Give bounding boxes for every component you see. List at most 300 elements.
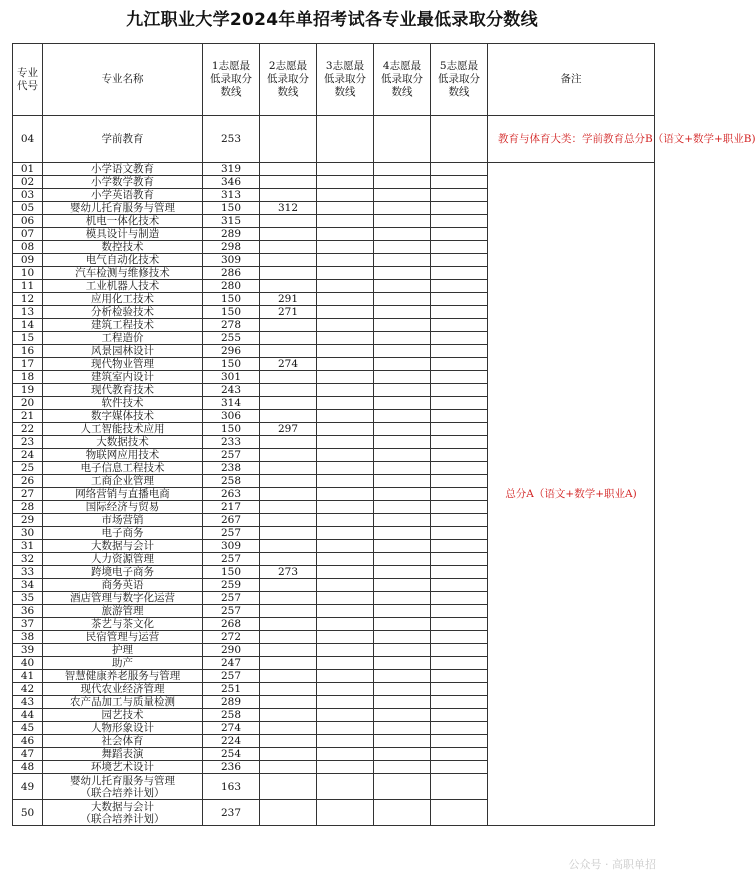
row-score-1: 272: [203, 631, 260, 644]
row-score-1: 236: [203, 761, 260, 774]
row-score-5: [431, 345, 488, 358]
row-score-3: [317, 605, 374, 618]
row-code: 40: [13, 657, 43, 670]
row-name: 商务英语: [43, 579, 203, 592]
row-score-5: [431, 241, 488, 254]
row-score-1: 298: [203, 241, 260, 254]
remark-group-a: 总分A（语文+数学+职业A): [488, 163, 655, 826]
row-name-line1: 婴幼儿托育服务与管理: [70, 774, 175, 787]
row-score-4: [374, 280, 431, 293]
row-code: 34: [13, 579, 43, 592]
row-score-4: [374, 202, 431, 215]
row-code: 24: [13, 449, 43, 462]
row-score-1: 306: [203, 410, 260, 423]
row-code: 26: [13, 475, 43, 488]
row-score-3: [317, 163, 374, 176]
row-score-2: [260, 605, 317, 618]
row-score-5: [431, 176, 488, 189]
row-score-3: [317, 202, 374, 215]
row-code: 30: [13, 527, 43, 540]
row-name: 现代教育技术: [43, 384, 203, 397]
row-score-5: [431, 683, 488, 696]
row-score-4: [374, 332, 431, 345]
row-code: 49: [13, 774, 43, 800]
row-score-2: [260, 384, 317, 397]
row-name: 分析检验技术: [43, 306, 203, 319]
row-score-3: [317, 514, 374, 527]
row-score-2: [260, 514, 317, 527]
row-score-1: 257: [203, 605, 260, 618]
row-name: 社会体育: [43, 735, 203, 748]
row-code: 11: [13, 280, 43, 293]
row-score-1: 150: [203, 202, 260, 215]
row-score-4: [374, 657, 431, 670]
row-score-4: [374, 475, 431, 488]
row-code: 20: [13, 397, 43, 410]
row-code: 01: [13, 163, 43, 176]
row-score-5: [431, 449, 488, 462]
row-score-4: [374, 566, 431, 579]
row-name: 模具设计与制造: [43, 228, 203, 241]
row-name: 市场营销: [43, 514, 203, 527]
row-score-1: 289: [203, 228, 260, 241]
row-name: 舞蹈表演: [43, 748, 203, 761]
row-score-4: [374, 696, 431, 709]
row-name: 环境艺术设计: [43, 761, 203, 774]
row-name: 护理: [43, 644, 203, 657]
row-score-4: [374, 800, 431, 826]
row-score-2: [260, 475, 317, 488]
row-name: 小学语文教育: [43, 163, 203, 176]
row-score-5: [431, 423, 488, 436]
row-score-2: 274: [260, 358, 317, 371]
row-name: 网络营销与直播电商: [43, 488, 203, 501]
row-score-5: [431, 436, 488, 449]
row-score-3: [317, 748, 374, 761]
row-score-5: [431, 644, 488, 657]
row-score-2: [260, 657, 317, 670]
row-name: 人工智能技术应用: [43, 423, 203, 436]
row-name: 酒店管理与数字化运营: [43, 592, 203, 605]
row-score-3: [317, 475, 374, 488]
row-score-2: [260, 748, 317, 761]
row-score-3: [317, 462, 374, 475]
row-score-3: [317, 306, 374, 319]
row-score-2: [260, 462, 317, 475]
row-score-5: [431, 709, 488, 722]
row-code: 09: [13, 254, 43, 267]
row-score-1: 268: [203, 618, 260, 631]
row-name: 数控技术: [43, 241, 203, 254]
row-score-1: 257: [203, 449, 260, 462]
row-score-4: [374, 384, 431, 397]
row-score-3: [317, 332, 374, 345]
row-score-2: [260, 267, 317, 280]
row-score-5: [431, 384, 488, 397]
row-code: 32: [13, 553, 43, 566]
row-score-4: [374, 761, 431, 774]
row-score-1: 313: [203, 189, 260, 202]
row-score-4: [374, 345, 431, 358]
row-score-4: [374, 254, 431, 267]
row-score-5: [431, 254, 488, 267]
row-score-2: 312: [260, 202, 317, 215]
row-name: 现代农业经济管理: [43, 683, 203, 696]
row-score-4: [374, 488, 431, 501]
row-score-1: 309: [203, 254, 260, 267]
row-score-1: 257: [203, 670, 260, 683]
row-score-2: [260, 488, 317, 501]
row-score-5: [431, 189, 488, 202]
row-name: 国际经济与贸易: [43, 501, 203, 514]
row-score-1: 253: [203, 116, 260, 163]
header-remark: 备注: [488, 44, 655, 116]
row-score-2: [260, 553, 317, 566]
row-code: 28: [13, 501, 43, 514]
row-code: 04: [13, 116, 43, 163]
row-score-3: [317, 241, 374, 254]
row-score-2: [260, 722, 317, 735]
row-name: 现代物业管理: [43, 358, 203, 371]
row-score-2: [260, 774, 317, 800]
row-score-5: [431, 319, 488, 332]
row-score-2: [260, 579, 317, 592]
row-score-2: [260, 527, 317, 540]
row-score-2: [260, 332, 317, 345]
row-score-4: [374, 371, 431, 384]
row-score-2: [260, 592, 317, 605]
row-score-4: [374, 748, 431, 761]
row-score-2: [260, 696, 317, 709]
row-score-5: [431, 735, 488, 748]
row-score-3: [317, 384, 374, 397]
row-score-2: [260, 397, 317, 410]
row-name: 园艺技术: [43, 709, 203, 722]
row-score-5: [431, 514, 488, 527]
row-score-2: [260, 228, 317, 241]
row-score-5: [431, 774, 488, 800]
row-score-1: 247: [203, 657, 260, 670]
row-code: 18: [13, 371, 43, 384]
row-score-3: [317, 280, 374, 293]
row-name: 建筑室内设计: [43, 371, 203, 384]
row-score-3: [317, 449, 374, 462]
row-score-4: [374, 631, 431, 644]
row-score-5: [431, 696, 488, 709]
row-code: 13: [13, 306, 43, 319]
row-score-2: [260, 371, 317, 384]
row-score-4: [374, 358, 431, 371]
row-score-4: [374, 267, 431, 280]
row-score-4: [374, 241, 431, 254]
row-score-5: [431, 293, 488, 306]
row-score-3: [317, 761, 374, 774]
row-score-3: [317, 488, 374, 501]
row-name: 工业机器人技术: [43, 280, 203, 293]
row-score-2: [260, 345, 317, 358]
row-score-1: 257: [203, 553, 260, 566]
row-name-line2: （联合培养计划）: [80, 786, 165, 799]
row-name: 智慧健康养老服务与管理: [43, 670, 203, 683]
row-score-2: [260, 800, 317, 826]
row-name: 茶艺与茶文化: [43, 618, 203, 631]
row-score-2: [260, 540, 317, 553]
row-score-2: [260, 683, 317, 696]
row-score-3: [317, 267, 374, 280]
row-score-2: [260, 280, 317, 293]
row-name: 电子商务: [43, 527, 203, 540]
row-score-5: [431, 579, 488, 592]
row-score-2: [260, 735, 317, 748]
row-code: 38: [13, 631, 43, 644]
row-name: 工程造价: [43, 332, 203, 345]
row-score-4: [374, 397, 431, 410]
row-score-4: [374, 683, 431, 696]
row-score-3: [317, 254, 374, 267]
row-score-3: [317, 683, 374, 696]
row-score-3: [317, 228, 374, 241]
row-code: 47: [13, 748, 43, 761]
row-score-1: 278: [203, 319, 260, 332]
row-score-4: [374, 774, 431, 800]
row-code: 17: [13, 358, 43, 371]
row-score-5: [431, 540, 488, 553]
row-score-5: [431, 501, 488, 514]
row-score-1: 254: [203, 748, 260, 761]
header-choice-5: 5志愿最低录取分数线: [431, 44, 488, 116]
row-code: 48: [13, 761, 43, 774]
row-score-2: [260, 241, 317, 254]
row-score-4: [374, 670, 431, 683]
row-score-3: [317, 501, 374, 514]
row-score-1: 314: [203, 397, 260, 410]
row-score-5: [431, 410, 488, 423]
row-score-5: [431, 566, 488, 579]
row-score-4: [374, 592, 431, 605]
row-score-5: [431, 605, 488, 618]
row-score-1: 346: [203, 176, 260, 189]
row-score-4: [374, 514, 431, 527]
row-name: 建筑工程技术: [43, 319, 203, 332]
row-name: 大数据技术: [43, 436, 203, 449]
row-score-1: 258: [203, 709, 260, 722]
row-score-5: [431, 475, 488, 488]
row-score-5: [431, 371, 488, 384]
row-score-4: [374, 735, 431, 748]
row-name: 物联网应用技术: [43, 449, 203, 462]
row-name: 跨境电子商务: [43, 566, 203, 579]
row-code: 23: [13, 436, 43, 449]
row-score-4: [374, 579, 431, 592]
row-score-1: 315: [203, 215, 260, 228]
row-name: 应用化工技术: [43, 293, 203, 306]
admission-score-table: [12, 43, 756, 826]
row-score-2: 297: [260, 423, 317, 436]
row-score-5: [431, 358, 488, 371]
row-score-1: 224: [203, 735, 260, 748]
row-score-5: [431, 800, 488, 826]
row-code: 21: [13, 410, 43, 423]
row-score-5: [431, 306, 488, 319]
remark-preschool: 教育与体育大类：学前教育总分B（语文+数学+职业B): [488, 116, 655, 163]
watermark: 公众号 · 高职单招: [568, 858, 656, 871]
row-score-5: [431, 116, 488, 163]
row-score-5: [431, 215, 488, 228]
row-score-3: [317, 371, 374, 384]
row-score-1: 251: [203, 683, 260, 696]
row-score-1: 259: [203, 579, 260, 592]
row-score-2: [260, 631, 317, 644]
row-code: 08: [13, 241, 43, 254]
row-name: 婴幼儿托育服务与管理: [43, 202, 203, 215]
row-score-1: 233: [203, 436, 260, 449]
row-score-4: [374, 709, 431, 722]
row-score-2: [260, 618, 317, 631]
row-score-5: [431, 527, 488, 540]
row-score-4: [374, 462, 431, 475]
row-score-5: [431, 267, 488, 280]
row-score-4: [374, 189, 431, 202]
row-code: 14: [13, 319, 43, 332]
row-score-4: [374, 319, 431, 332]
row-score-4: [374, 293, 431, 306]
row-name: 机电一体化技术: [43, 215, 203, 228]
row-score-5: [431, 748, 488, 761]
row-score-5: [431, 631, 488, 644]
row-name: 汽车检测与维修技术: [43, 267, 203, 280]
row-score-1: 238: [203, 462, 260, 475]
row-score-4: [374, 423, 431, 436]
row-score-1: 258: [203, 475, 260, 488]
row-score-2: 273: [260, 566, 317, 579]
row-score-2: [260, 176, 317, 189]
row-name: 人物形象设计: [43, 722, 203, 735]
row-code: 02: [13, 176, 43, 189]
page-title: 九江职业大学2024年单招考试各专业最低录取分数线: [126, 10, 538, 30]
row-score-1: 257: [203, 592, 260, 605]
row-score-5: [431, 332, 488, 345]
row-score-5: [431, 657, 488, 670]
row-name-line1: 大数据与会计: [91, 800, 154, 813]
row-score-5: [431, 670, 488, 683]
row-score-4: [374, 618, 431, 631]
row-score-3: [317, 696, 374, 709]
row-score-4: [374, 116, 431, 163]
header-choice-2: 2志愿最低录取分数线: [260, 44, 317, 116]
row-score-5: [431, 553, 488, 566]
row-code: 03: [13, 189, 43, 202]
row-score-2: [260, 501, 317, 514]
row-score-2: [260, 116, 317, 163]
row-score-2: [260, 436, 317, 449]
row-code: 33: [13, 566, 43, 579]
row-score-2: [260, 410, 317, 423]
row-score-2: 291: [260, 293, 317, 306]
table-header-row: [13, 44, 655, 116]
row-score-3: [317, 345, 374, 358]
row-score-3: [317, 553, 374, 566]
row-code: 06: [13, 215, 43, 228]
row-score-4: [374, 306, 431, 319]
row-score-1: 286: [203, 267, 260, 280]
row-score-5: [431, 722, 488, 735]
row-score-3: [317, 215, 374, 228]
row-score-1: 267: [203, 514, 260, 527]
row-name: 农产品加工与质量检测: [43, 696, 203, 709]
row-score-3: [317, 358, 374, 371]
row-score-5: [431, 618, 488, 631]
row-score-2: [260, 761, 317, 774]
row-score-1: 163: [203, 774, 260, 800]
row-score-1: 217: [203, 501, 260, 514]
row-score-1: 150: [203, 293, 260, 306]
row-score-3: [317, 436, 374, 449]
row-code: 05: [13, 202, 43, 215]
row-code: 27: [13, 488, 43, 501]
row-score-3: [317, 800, 374, 826]
row-score-4: [374, 215, 431, 228]
row-name: 人力资源管理: [43, 553, 203, 566]
row-score-5: [431, 592, 488, 605]
row-score-3: [317, 319, 374, 332]
row-score-3: [317, 657, 374, 670]
row-score-5: [431, 462, 488, 475]
row-code: 44: [13, 709, 43, 722]
row-score-4: [374, 228, 431, 241]
row-score-3: [317, 579, 374, 592]
row-score-1: 274: [203, 722, 260, 735]
row-score-2: [260, 319, 317, 332]
row-code: 31: [13, 540, 43, 553]
row-score-2: [260, 709, 317, 722]
row-name: 旅游管理: [43, 605, 203, 618]
row-code: 25: [13, 462, 43, 475]
table-row: [13, 116, 655, 163]
row-score-4: [374, 163, 431, 176]
row-code: 15: [13, 332, 43, 345]
row-code: 50: [13, 800, 43, 826]
row-score-3: [317, 293, 374, 306]
row-score-1: 257: [203, 527, 260, 540]
row-score-3: [317, 670, 374, 683]
row-score-3: [317, 527, 374, 540]
row-score-3: [317, 709, 374, 722]
row-name: 助产: [43, 657, 203, 670]
row-code: 16: [13, 345, 43, 358]
row-score-1: 243: [203, 384, 260, 397]
row-score-5: [431, 488, 488, 501]
row-score-3: [317, 397, 374, 410]
row-score-1: 237: [203, 800, 260, 826]
row-score-3: [317, 644, 374, 657]
row-code: 43: [13, 696, 43, 709]
header-choice-1: 1志愿最低录取分数线: [203, 44, 260, 116]
row-code: 42: [13, 683, 43, 696]
row-name: [43, 800, 203, 826]
row-score-3: [317, 423, 374, 436]
row-score-5: [431, 202, 488, 215]
row-score-4: [374, 176, 431, 189]
row-score-3: [317, 410, 374, 423]
row-code: 36: [13, 605, 43, 618]
row-score-3: [317, 592, 374, 605]
row-code: 19: [13, 384, 43, 397]
row-score-1: 150: [203, 566, 260, 579]
header-code: 专业代号: [13, 44, 43, 116]
row-score-4: [374, 553, 431, 566]
row-code: 46: [13, 735, 43, 748]
row-code: 10: [13, 267, 43, 280]
